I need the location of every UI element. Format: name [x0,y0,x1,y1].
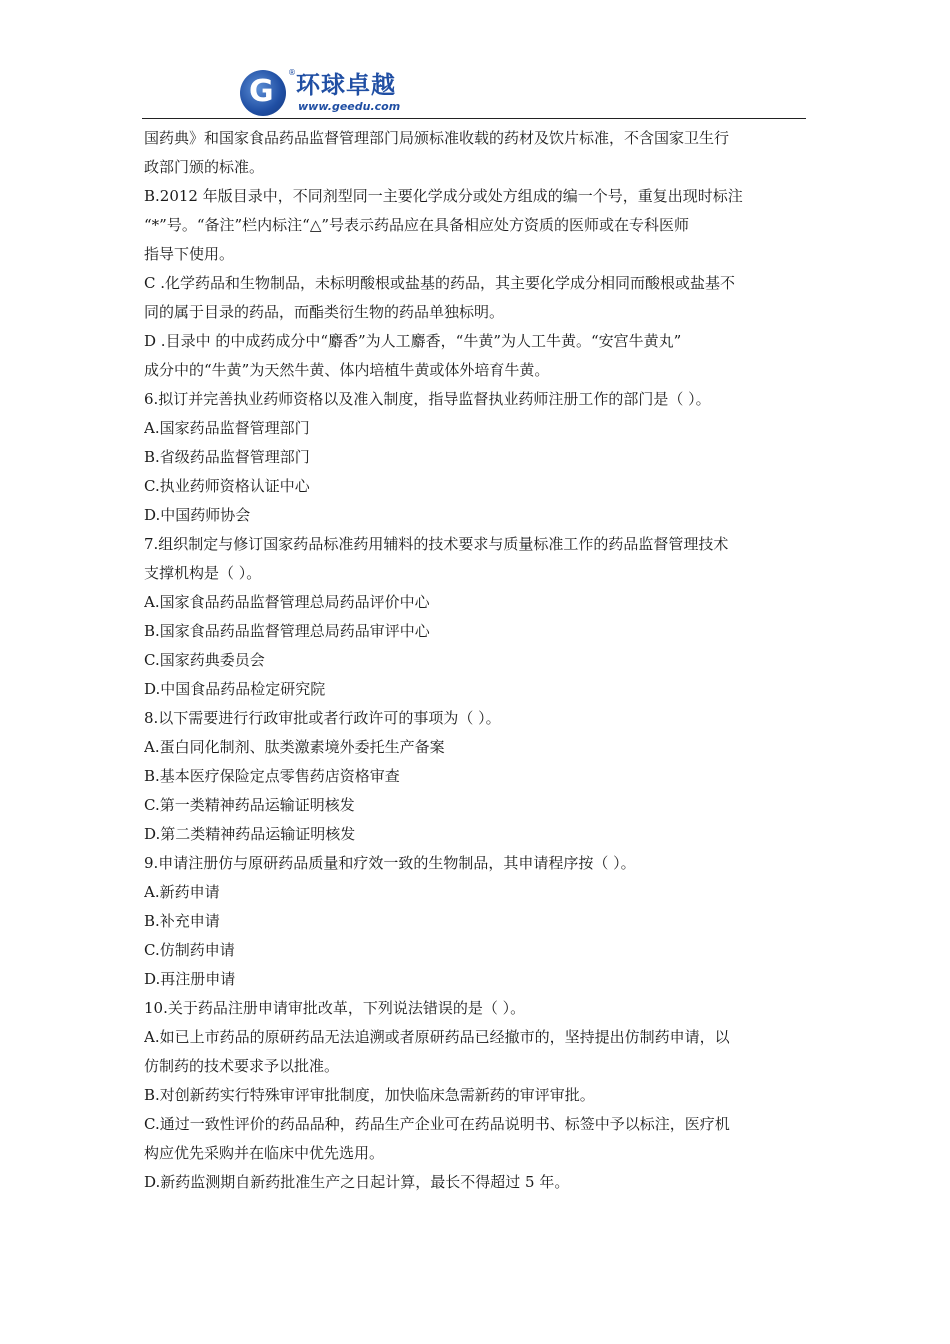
question-stem: 9.申请注册仿与原研药品质量和疗效一致的生物制品，其申请程序按（ ）。 [144,854,636,872]
text-line: 政部门颁的标准。 [144,158,265,176]
answer-option: 构应优先采购并在临床中优先选用。 [144,1144,385,1162]
answer-option: D.中国食品药品检定研究院 [144,680,326,698]
question-stem: 10.关于药品注册申请审批改革，下列说法错误的是（ ）。 [144,999,526,1017]
logo-glyph: G [249,74,274,109]
globe-logo-icon [240,70,286,116]
logo-url: www.geedu.com [298,100,401,113]
answer-option: D.中国药师协会 [144,506,251,524]
text-line: 成分中的“牛黄”为天然牛黄、体内培植牛黄或体外培育牛黄。 [144,361,550,379]
answer-option: A.国家食品药品监督管理总局药品评价中心 [144,593,430,611]
answer-option: B.对创新药实行特殊审评审批制度，加快临床急需新药的审评审批。 [144,1086,595,1104]
question-stem: 支撑机构是（ ）。 [144,564,262,582]
answer-option: A.如已上市药品的原研药品无法追溯或者原研药品已经撤市的，坚持提出仿制药申请，以 [144,1028,730,1046]
text-line: C .化学药品和生物制品，未标明酸根或盐基的药品，其主要化学成分相同而酸根或盐基不 [144,274,736,292]
text-line: 指导下使用。 [144,245,235,263]
question-stem: 6.拟订并完善执业药师资格以及准入制度，指导监督执业药师注册工作的部门是（ ）。 [144,390,711,408]
text-line: “*”号。“备注”栏内标注“△”号表示药品应在具备相应处方资质的医师或在专科医师 [144,216,690,234]
answer-option: B.基本医疗保险定点零售药店资格审查 [144,767,400,785]
registered-mark: ® [288,68,296,77]
header-rule [142,118,806,119]
answer-option: A.国家药品监督管理部门 [144,419,310,437]
text-line: B.2012 年版目录中，不同剂型同一主要化学成分或处方组成的编一个号，重复出现时标注 [144,187,743,205]
text-line: 国药典》和国家食品药品监督管理部门局颁标准收载的药材及饮片标准，不含国家卫生行 [144,129,730,147]
answer-option: 仿制药的技术要求予以批准。 [144,1057,340,1075]
answer-option: C.仿制药申请 [144,941,235,959]
answer-option: B.省级药品监督管理部门 [144,448,310,466]
question-stem: 7.组织制定与修订国家药品标准药用辅料的技术要求与质量标准工作的药品监督管理技术 [144,535,729,553]
answer-option: C.执业药师资格认证中心 [144,477,310,495]
document-body [144,124,806,1197]
answer-option: D.再注册申请 [144,970,236,988]
answer-option: A.蛋白同化制剂、肽类激素境外委托生产备案 [144,738,445,756]
answer-option: B.补充申请 [144,912,220,930]
text-line: D .目录中 的中成药成分中“麝香”为人工麝香，“牛黄”为人工牛黄。“安宫牛黄丸” [144,332,682,350]
answer-option: C.国家药典委员会 [144,651,265,669]
answer-option: B.国家食品药品监督管理总局药品审评中心 [144,622,430,640]
answer-option: D.新药监测期自新药批准生产之日起计算，最长不得超过 5 年。 [144,1173,570,1191]
text-line: 同的属于目录的药品，而酯类衍生物的药品单独标明。 [144,303,505,321]
logo-name: 环球卓越 [296,71,396,99]
answer-option: D.第二类精神药品运输证明核发 [144,825,356,843]
page-header [142,64,806,120]
question-stem: 8.以下需要进行行政审批或者行政许可的事项为（ ）。 [144,709,501,727]
logo [240,68,440,118]
answer-option: C.通过一致性评价的药品品种，药品生产企业可在药品说明书、标签中予以标注，医疗机 [144,1115,730,1133]
answer-option: A.新药申请 [144,883,220,901]
answer-option: C.第一类精神药品运输证明核发 [144,796,355,814]
